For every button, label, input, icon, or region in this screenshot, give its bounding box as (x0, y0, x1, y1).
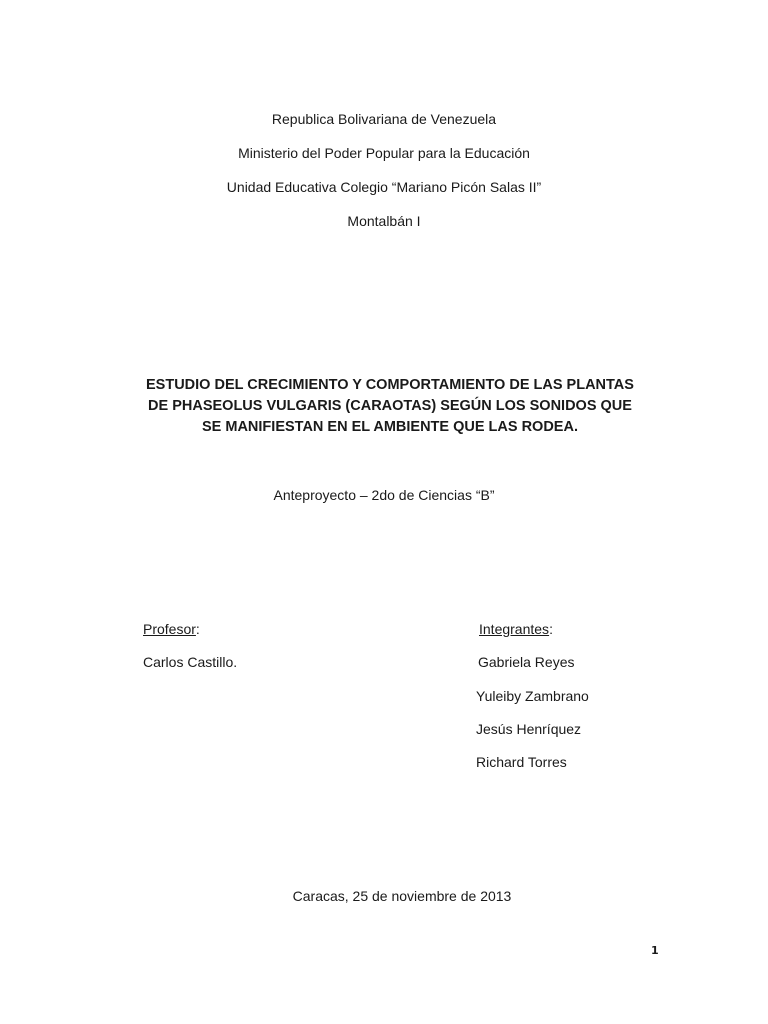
header-school: Unidad Educativa Colegio “Mariano Picón Salas II” (226, 179, 542, 195)
title-line: ESTUDIO DEL CRECIMIENTO Y COMPORTAMIENTO DE LAS PLANTAS (146, 377, 634, 393)
member-name: Jesús Henríquez (476, 721, 582, 737)
header-campus: Montalbán I (347, 213, 421, 229)
page-number: 1 (651, 944, 659, 957)
header-ministry: Ministerio del Poder Popular para la Educación (238, 145, 530, 161)
document-subtitle: Anteproyecto – 2do de Ciencias “B” (273, 487, 495, 503)
professor-colon: : (195, 621, 200, 637)
title-line: SE MANIFIESTAN EN EL AMBIENTE QUE LAS RODEA. (202, 419, 578, 435)
professor-label: Profesor (143, 621, 196, 637)
title-line: DE PHASEOLUS VULGARIS (CARAOTAS) SEGÚN LOS SONIDOS QUE (148, 398, 632, 414)
place-date: Caracas, 25 de noviembre de 2013 (292, 888, 512, 904)
members-label: Integrantes (479, 621, 550, 637)
member-name: Yuleiby Zambrano (476, 688, 589, 704)
professor-name: Carlos Castillo. (143, 654, 238, 670)
member-name: Gabriela Reyes (478, 654, 575, 670)
professor-heading (143, 620, 200, 638)
member-name: Richard Torres (476, 754, 567, 770)
members-heading (479, 620, 553, 638)
document-title (120, 375, 660, 438)
header-country: Republica Bolivariana de Venezuela (271, 111, 497, 127)
members-colon: : (549, 621, 553, 637)
